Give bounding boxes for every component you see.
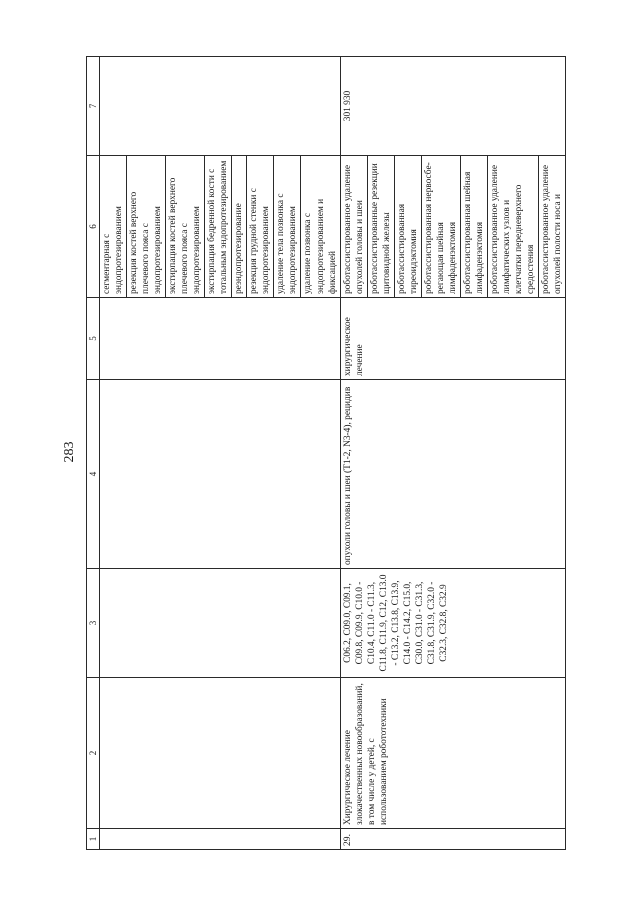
cont-methods-cell (100, 156, 341, 298)
col-header-2: 2 (87, 678, 100, 829)
method-item: экстирпация бедренной кости с тотальным эндопротезированием (205, 156, 232, 297)
continuation-row (100, 57, 341, 850)
row-29 (340, 57, 566, 850)
cont-cell-3 (100, 569, 341, 678)
row29-methods-list (341, 156, 566, 297)
cont-cell-7 (100, 57, 341, 156)
method-item: экстирпация костей верхнего плечевого пояса с эндопротезированием (166, 156, 205, 297)
continuation-methods-list (100, 156, 340, 297)
cont-cell-5 (100, 298, 341, 380)
method-item: реэндопротезирование (232, 156, 247, 297)
cont-cell-1 (100, 829, 341, 850)
procedure-name: Хирургическое лечение злокачественных новообразований, в том числе у детей, с использованием робототехники (340, 678, 566, 829)
col-header-6: 6 (87, 156, 100, 298)
col-header-5: 5 (87, 298, 100, 380)
col-header-3: 3 (87, 569, 100, 678)
method-item: роботассистированная нервосбе-регающая шейная лимфаденэктомия (421, 156, 460, 297)
col-header-1: 1 (87, 829, 100, 850)
patient-model: опухоли головы и шеи (T1-2, N3-4), рецидив (340, 380, 566, 569)
column-number-row (87, 57, 100, 850)
method-item: роботассистированные резекции щитовидной железы (367, 156, 394, 297)
method-item: резекция грудной стенки с эндопротезированием (247, 156, 274, 297)
method-item: роботассистированное удаление лимфатических узлов и клетчатки передневерхнего средостения (487, 156, 538, 297)
col-header-7: 7 (87, 57, 100, 156)
tariff-value: 301 930 (340, 57, 566, 156)
method-item: роботассистированное удаление опухолей головы и шеи (341, 156, 368, 297)
method-item: удаление тела позвонка с эндопротезированием (274, 156, 301, 297)
method-item: роботассистированная тиреоидэктомия (394, 156, 421, 297)
row29-methods-cell (340, 156, 566, 298)
method-item: роботассистированная шейная лимфаденэктомия (460, 156, 487, 297)
cont-cell-4 (100, 380, 341, 569)
treatment-type: хирургическое лечение (340, 298, 566, 380)
cont-cell-2 (100, 678, 341, 829)
method-item: удаление позвонка с эндопротезированием и фиксацией (301, 156, 340, 297)
col-header-4: 4 (87, 380, 100, 569)
method-item: сегментарная с эндопротезированием (100, 156, 127, 297)
method-item: роботассистированное удаление опухолей полости носа и (539, 156, 566, 297)
page-number: 283 (62, 441, 77, 463)
rotated-table-wrapper (86, 57, 564, 850)
icd-codes: C06.2, C09.0, C09.1, C09.8, C09.9, C10.0 - C10.4, C11.0 - C11.3, C11.8, C11.9, C12, C13.0 - C13.2, C13.8, C13.9, C14.0 - C14.2, C15.0, C30.0, C31.0 - C31.3, C31.8, C31.9, C32.0 - C32.3, C32.8, C32.9 (340, 569, 566, 678)
method-item: резекция костей верхнего плечевого пояса с эндопротезированием (127, 156, 166, 297)
procedures-table (86, 56, 566, 850)
row-number: 29. (340, 829, 566, 850)
